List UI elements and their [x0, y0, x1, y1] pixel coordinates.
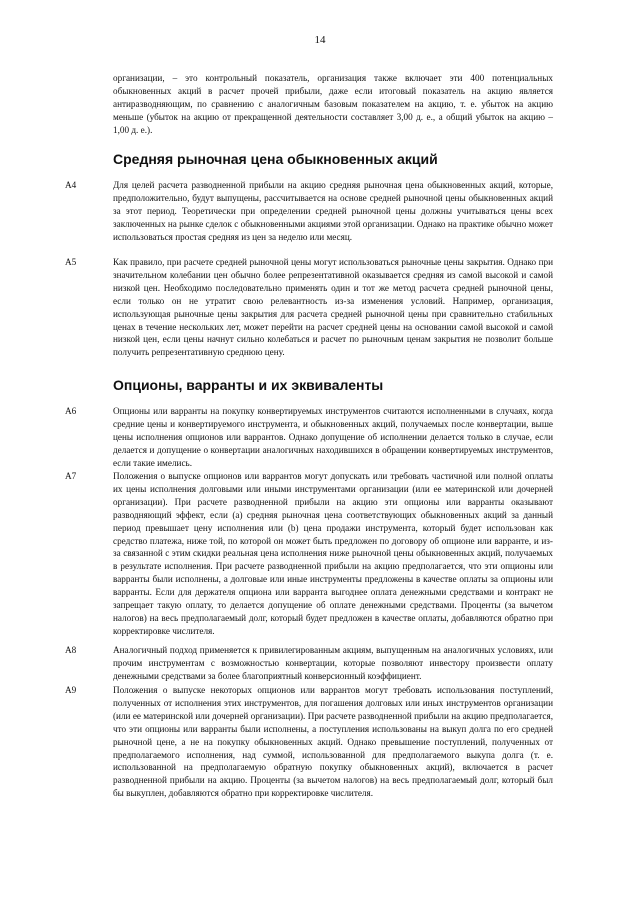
paragraph-text: Положения о выпуске опционов или варрантов могут допускать или требовать частичной или полной оплаты их цены исполнения долговыми или иными инструментами организации (или ее материнской или дочерней организации). При расчете разводненной прибыли на акцию эти опционы или варранты оказывают разводняющий эффект, если (a) средняя рыночная цена соответствующих обыкновенных акций за данный период превышает цену исполнения или (b) цена продажи инструмента, который будет использован как средство платежа, ниже той, по которой он может быть предложен по договору об опционе или варранте, и из-за связанной с этим скидки реальная цена исполнения ниже рыночной цены обыкновенных акций, получаемых в результате исполнения. При расчете разводненной прибыли на акцию предполагается, что эти опционы или варранты были исполнены, а долговые или иные инструменты предложены в качестве оплаты за опционы или варранты. Если для держателя опциона или варранта выгоднее оплата денежными средствами и контракт не запрещает такую оплату, то делается допущение об оплате денежными средствами. Проценты (за вычетом налогов) на весь предполагаемый долг, который будет предложен в качестве оплаты, добавляются обратно при корректировке числителя.	[113, 471, 553, 636]
paragraph-label: A5	[65, 257, 77, 267]
paragraph-a6	[65, 405, 553, 470]
paragraph-text: Для целей расчета разводненной прибыли на акцию средняя рыночная цена обыкновенных акций, которые, предположительно, будут выпущены, рассчитывается на основе средней рыночной цены обыкновенных акций за этот период. Теоретически при определении средней рыночной цены должны учитываться цены всех заключенных на рынке сделок с обыкновенными акциями этой организации. Однако на практике обычно может использоваться простая средняя из цен за неделю или месяц.	[113, 180, 553, 242]
paragraph-text: Аналогичный подход применяется к привилегированным акциям, выпущенным на аналогичных условиях, или прочим инструментам с возможностью конвертации, которые позволяют инвестору произвести оплату денежными средствами за более благоприятный конверсионный коэффициент.	[113, 645, 553, 681]
page-number: 14	[314, 34, 326, 46]
continuation-paragraph: организации, – это контрольный показатель, организация также включает эти 400 потенциальных обыкновенных акций в расчет прочей прибыли, даже если итоговый показатель на акцию является антиразводняющим, по сравнению с аналогичным базовым показателем на акцию, т. е. убыток на акцию меньше (убыток на акцию от прекращенной деятельности составляет 3,00 д. е., а общий убыток на акцию – 1,00 д. е.).	[113, 73, 553, 135]
paragraph-a8	[65, 644, 553, 683]
paragraph-text: Опционы или варранты на покупку конвертируемых инструментов считаются исполненными в случаях, когда средние цены и конвертируемого инструмента, и обыкновенных акций, получаемых после конвертации, выше цены исполнения опционов или варрантов. Однако допущение об исполнении делается только в случае, если делается и допущение о конвертации аналогичных находившихся в обращении конвертируемых инструментов, если такие имелись.	[113, 406, 553, 468]
paragraph-label: A6	[65, 406, 77, 416]
paragraph-a4	[65, 179, 553, 244]
section-heading-options: Опционы, варранты и их эквиваленты	[113, 377, 384, 393]
section-heading-average-price: Средняя рыночная цена обыкновенных акций	[113, 151, 438, 167]
paragraph-text: Положения о выпуске некоторых опционов или варрантов могут требовать использования поступлений, полученных от исполнения этих инструментов, для погашения долговых или иных инструментов организации (или ее материнской или дочерней организации). При расчете разводненной прибыли на акцию предполагается, что эти опционы или варранты были исполнены, а поступления использованы на выкуп долга по его средней рыночной цене, а не на покупку обыкновенных акций. Однако превышение поступлений, полученных от предполагаемого исполнения, над суммой, использованной для предполагаемого выкупа долга (т. е. использованной на предполагаемую обратную покупку обыкновенных акций), включается в расчет разводненной прибыли на акцию. Проценты (за вычетом налогов) на весь предполагаемый долг, который был бы выкуплен, добавляются обратно при корректировке числителя.	[113, 685, 553, 799]
paragraph-label: A8	[65, 645, 77, 655]
paragraph-label: A7	[65, 471, 77, 481]
paragraph-label: A9	[65, 685, 77, 695]
paragraph-text: Как правило, при расчете средней рыночной цены могут использоваться рыночные цены закрытия. Однако при значительном колебании цен обычно более репрезентативной оказывается средняя из самой высокой и самой низкой цен. Необходимо последовательно применять один и тот же метод расчета средней рыночной цены, если только он не утратит свою релевантность из-за изменения условий. Например, организация, использующая рыночные цены закрытия для расчета средней рыночной цены при сравнительно стабильных ценах в течение нескольких лет, может перейти на расчет средней цены на основании самой высокой и самой низкой цен, если цены начнут сильно колебаться и расчет по рыночным ценам закрытия не позволит больше получить репрезентативную среднюю цену.	[113, 257, 553, 358]
paragraph-a5	[65, 256, 553, 359]
paragraph-a9	[65, 684, 553, 800]
paragraph-a7	[65, 470, 553, 638]
paragraph-label: A4	[65, 180, 77, 190]
